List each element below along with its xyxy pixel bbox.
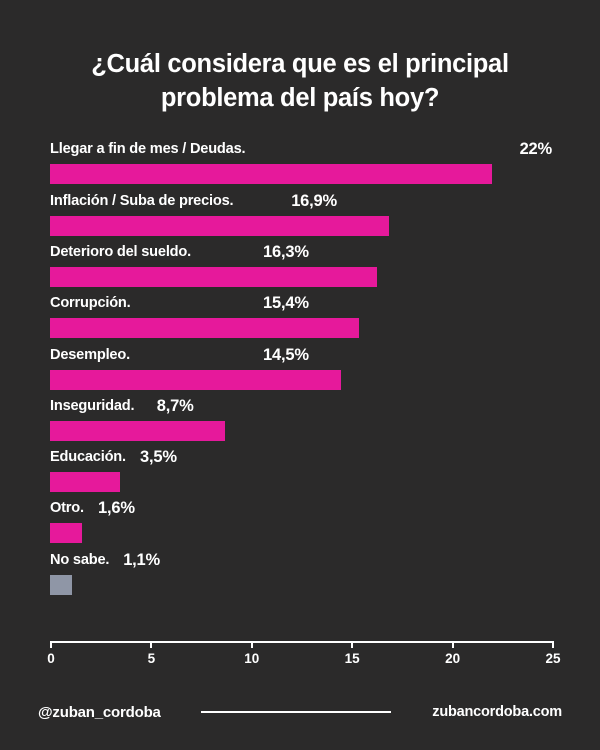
bar-category-label: Inflación / Suba de precios. [50, 192, 234, 209]
bar [50, 164, 492, 184]
bar-category-label: Deterioro del sueldo. [50, 243, 191, 260]
bar-value-label: 15,4% [263, 294, 309, 313]
bar-row [48, 295, 552, 346]
bar-category-label: Educación. [50, 449, 126, 466]
axis-tick [351, 641, 353, 648]
page-title-line-2: problema del país hoy? [160, 83, 440, 112]
bar-value-label: 3,5% [140, 448, 177, 467]
bar-row [48, 193, 552, 244]
bar-category-label: No sabe. [50, 551, 110, 568]
axis-line [50, 641, 552, 643]
bar-category-label: Desempleo. [50, 346, 130, 363]
axis-tick [251, 641, 253, 648]
bar-track [50, 472, 552, 492]
axis-tick-label: 0 [47, 651, 55, 667]
axis-tick [452, 641, 454, 648]
bar-track [50, 318, 552, 338]
bar-value-label: 14,5% [263, 345, 309, 364]
bar-row [48, 449, 552, 500]
bar-plot [48, 141, 552, 603]
bar [50, 523, 82, 543]
bar-rows [48, 141, 552, 603]
x-axis [47, 641, 561, 677]
axis-tick-label: 10 [244, 651, 260, 667]
bar-value-label: 1,6% [98, 499, 135, 518]
bar-row [48, 244, 552, 295]
bar-track [50, 164, 552, 184]
footer-divider [201, 711, 391, 713]
axis-tick [150, 641, 152, 648]
axis-tick-label: 15 [344, 651, 360, 667]
bar [50, 421, 225, 441]
axis-tick-label: 20 [445, 651, 461, 667]
bar-track [50, 523, 552, 543]
bar [50, 216, 389, 236]
footer-site: zubancordoba.com [432, 704, 562, 720]
bar [50, 472, 120, 492]
page-title-line-1: ¿Cuál considera que es el principal [91, 50, 509, 78]
bar-category-label: Inseguridad. [50, 397, 135, 414]
axis-tick-label: 5 [147, 651, 156, 667]
bar [50, 575, 72, 595]
bar [50, 370, 341, 390]
footer [0, 698, 600, 726]
bar [50, 267, 377, 287]
bar-category-label: Otro. [50, 500, 84, 517]
bar-row [48, 500, 552, 551]
bar-row [48, 398, 552, 449]
bar-value-label: 1,1% [123, 550, 160, 569]
bar [50, 318, 359, 338]
bar-track [50, 370, 552, 390]
bar-value-label: 22% [519, 140, 552, 159]
bar-category-label: Corrupción. [50, 295, 131, 312]
bar-category-label: Llegar a fin de mes / Deudas. [50, 141, 246, 158]
page-title [0, 0, 600, 115]
bar-row [48, 141, 552, 192]
axis-tick [50, 641, 52, 648]
axis-tick-label: 25 [545, 651, 561, 667]
bar-row [48, 347, 552, 398]
bar-row [48, 552, 552, 603]
bar-track [50, 267, 552, 287]
bar-value-label: 8,7% [156, 396, 194, 415]
bar-track [50, 421, 552, 441]
axis-tick [552, 641, 554, 648]
bar-track [50, 216, 552, 236]
bar-value-label: 16,3% [263, 242, 309, 261]
bar-value-label: 16,9% [291, 191, 337, 210]
bar-track [50, 575, 552, 595]
footer-handle: @zuban_cordoba [38, 703, 161, 721]
chart-area [0, 141, 600, 641]
